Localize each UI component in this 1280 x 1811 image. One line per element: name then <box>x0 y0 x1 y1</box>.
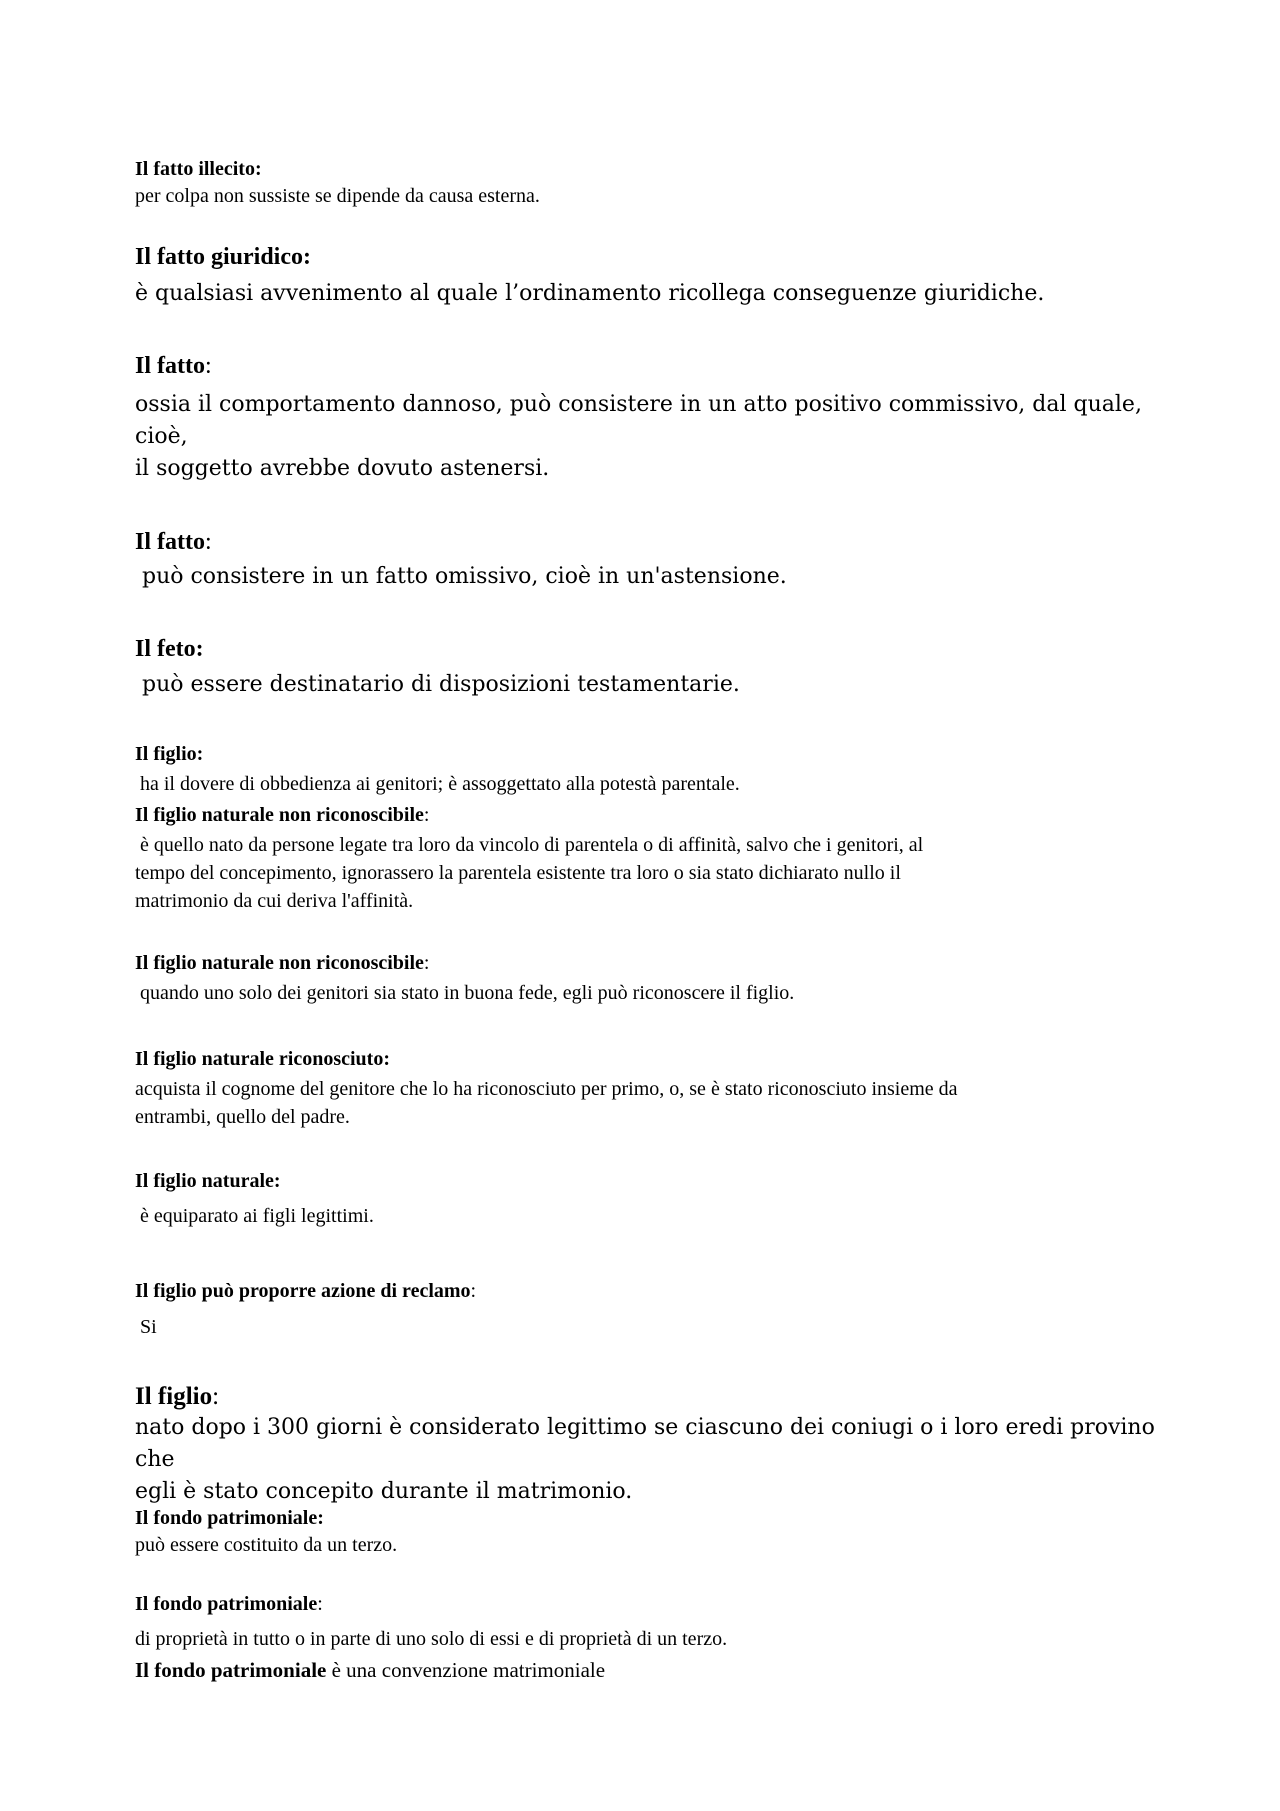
entry-text: può consistere in un fatto omissivo, cioè in un'astensione. <box>135 564 787 589</box>
entry-title: Il figlio naturale riconosciuto: <box>135 1048 390 1070</box>
entry-heading <box>135 801 1155 829</box>
entry-text: è equiparato ai figli legittimi. <box>135 1205 374 1227</box>
entry-text: è una convenzione matrimoniale <box>326 1658 606 1682</box>
entry-title: Il figlio <box>135 1383 213 1410</box>
entry-text: Si <box>135 1316 157 1338</box>
entry-inline <box>135 1656 1155 1684</box>
entry-title-colon: : <box>470 1280 477 1302</box>
entry-text: può essere costituito da un terzo. <box>135 1534 398 1556</box>
entry-title: Il fatto <box>135 353 205 379</box>
entry-title: Il fondo patrimoniale <box>135 1593 318 1615</box>
entry-heading <box>135 526 1155 558</box>
entry-title: Il figlio naturale non riconoscibile <box>135 952 424 974</box>
entry-title: Il fatto giuridico: <box>135 244 311 270</box>
entry-text: ossia il comportamento dannoso, può consistere in un atto positivo commissivo, dal quale, cioè, il soggetto avrebbe dovuto astenersi. <box>135 392 1142 481</box>
entry-title: Il fatto <box>135 529 205 555</box>
entry-title-colon: : <box>423 804 430 826</box>
entry-title: Il figlio naturale non riconoscibile <box>135 804 424 826</box>
entry-title: Il fondo patrimoniale <box>135 1658 327 1682</box>
entry-title: Il fatto illecito: <box>135 158 262 180</box>
entry-title-colon: : <box>423 952 430 974</box>
entry-title-colon: : <box>204 529 212 555</box>
entry-text: per colpa non sussiste se dipende da causa esterna. <box>135 185 540 207</box>
entry-text: nato dopo i 300 giorni è considerato legittimo se ciascuno dei coniugi o i loro eredi provino che egli è stato concepito durante il matrimonio. <box>135 1415 1155 1504</box>
entry-text: è qualsiasi avvenimento al quale l’ordinamento ricollega conseguenze giuridiche. <box>135 281 1045 306</box>
entry-text: può essere destinatario di disposizioni testamentarie. <box>135 672 740 697</box>
entry-title-colon: : <box>204 353 212 379</box>
entry-title: Il feto: <box>135 636 204 662</box>
entry-title-colon: : <box>212 1383 220 1410</box>
entry-text: di proprietà in tutto o in parte di uno solo di essi e di proprietà di un terzo. <box>135 1628 728 1650</box>
entry-title: Il figlio: <box>135 743 204 765</box>
entry-heading <box>135 1381 1155 1413</box>
entry-heading <box>135 1277 1155 1305</box>
entry-text: è quello nato da persone legate tra loro da vincolo di parentela o di affinità, salvo che i genitori, al tempo del concepimento, ignorassero la parentela esistente tra loro o sia stato dichiarato nullo il matrimonio da cui deriva l'affinità. <box>135 834 924 912</box>
entry-heading <box>135 949 1155 977</box>
entry-heading <box>135 350 1155 382</box>
entry-text: quando uno solo dei genitori sia stato in buona fede, egli può riconoscere il figlio. <box>135 982 795 1004</box>
entry-title-colon: : <box>317 1593 323 1615</box>
entry-title: Il figlio naturale: <box>135 1170 281 1192</box>
entry-title: Il fondo patrimoniale: <box>135 1507 324 1529</box>
entry-heading <box>135 1590 1155 1618</box>
entry-text: acquista il cognome del genitore che lo ha riconosciuto per primo, o, se è stato riconosciuto insieme da entrambi, quello del padre. <box>135 1078 958 1128</box>
entry-title: Il figlio può proporre azione di reclamo <box>135 1280 471 1302</box>
entry-text: ha il dovere di obbedienza ai genitori; è assoggettato alla potestà parentale. <box>135 773 740 795</box>
